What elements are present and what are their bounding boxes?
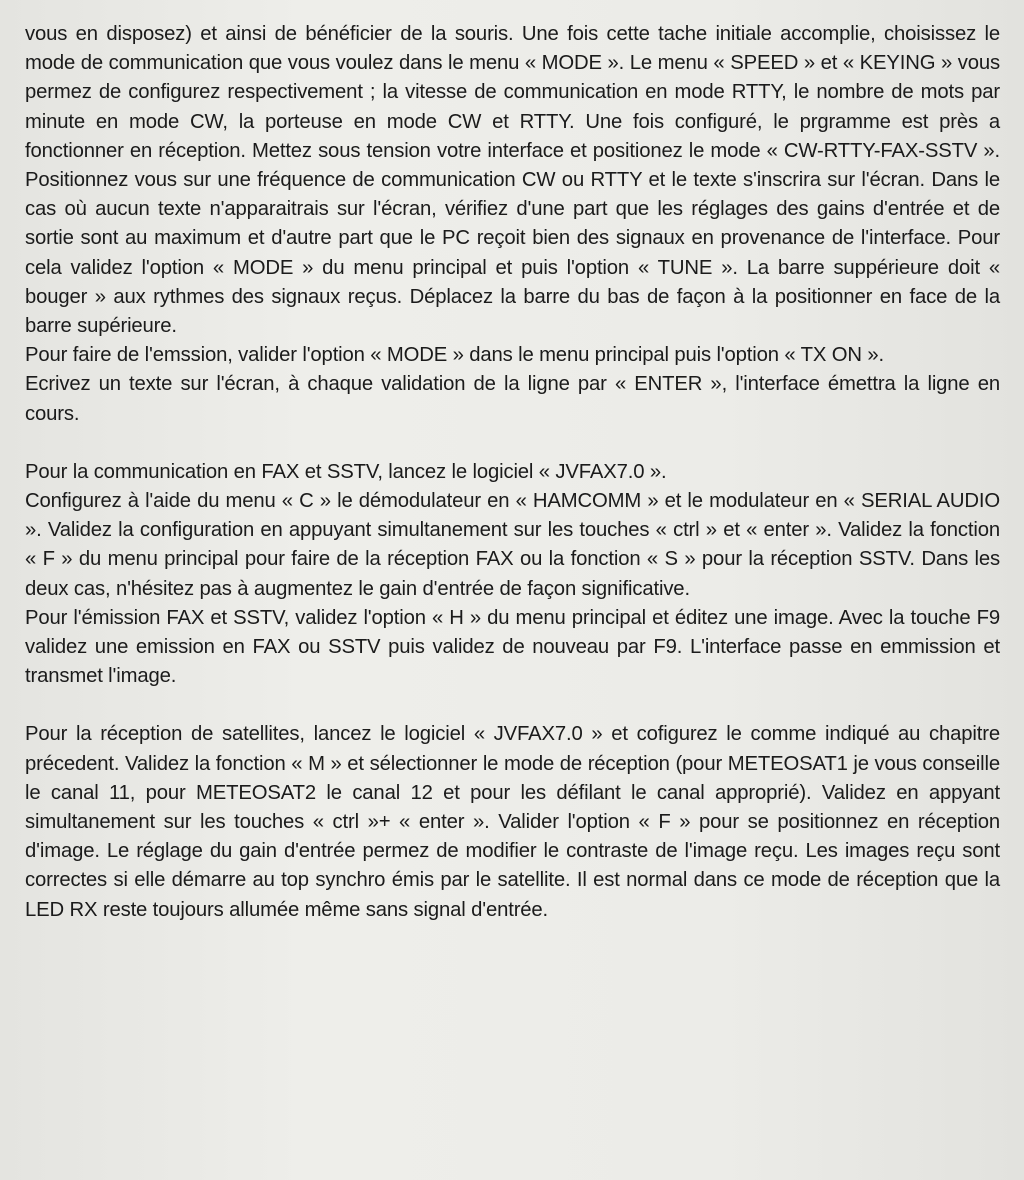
paragraph-ecrivez-texte: Ecrivez un texte sur l'écran, à chaque validation de la ligne par « ENTER », l'interface émettra la ligne en cours. [25, 373, 1000, 425]
paragraph-emission: Pour faire de l'emssion, valider l'option « MODE » dans le menu principal puis l'option « TX ON ». [25, 344, 884, 367]
paragraph-satellite-reception: Pour la réception de satellites, lancez le logiciel « JVFAX7.0 » et cofigurez le comme indiqué au chapitre précedent. Validez la fonction « M » et sélectionner le mode de réception (pour METEOSAT1 je vous conseille le canal 11, pour METEOSAT2 le canal 12 et pour les défilant le canal approprié). Validez en appyant simultanement sur les touches « ctrl »+ « enter ». Valider l'option « F » pour se positionnez en réception d'image. Le réglage du gain d'entrée permez de modifier le contraste de l'image reçu. Les images reçu sont correctes si elle démarre au top synchro émis par le satellite. Il est normal dans ce mode de réception que la LED RX reste toujours allumée même sans signal d'entrée. [25, 723, 1000, 921]
paragraph-fax-sstv-config: Configurez à l'aide du menu « C » le démodulateur en « HAMCOMM » et le modulateur en « SERIAL AUDIO ». Validez la configuration en appuyant simultanement sur les touches « ctrl » et « enter ». Validez la fonction « F » du menu principal pour faire de la réception FAX ou la fonction « S » pour la réception SSTV. Dans les deux cas, n'hésitez pas à augmentez le gain d'entrée de façon significative. [25, 490, 1000, 600]
paragraph-fax-sstv-emission: Pour l'émission FAX et SSTV, validez l'option « H » du menu principal et éditez une image. Avec la touche F9 validez une emission en FAX ou SSTV puis validez de nouveau par F9. L'interface passe en emmission et transmet l'image. [25, 606, 1000, 688]
paragraph-gap [25, 429, 1000, 458]
paragraph-cw-rtty-reception: vous en disposez) et ainsi de bénéficier de la souris. Une fois cette tache initiale accomplie, choisissez le mode de communication que vous voulez dans le menu « MODE ». Le menu « SPEED » et « KEYING » vous permez de configurez respectivement ; la vitesse de communication en mode RTTY, le nombre de mots par minute en mode CW, la porteuse en mode CW et RTTY. Une fois configuré, le prgramme est près a fonctionner en réception. Mettez sous tension votre interface et positionez le mode « CW-RTTY-FAX-SSTV ». Positionnez vous sur une fréquence de communication CW ou RTTY et le texte s'inscrira sur l'écran. Dans le cas où aucun texte n'apparaitrais sur l'écran, vérifiez d'une part que les réglages des gains d'entrée et de sortie sont au maximum et d'autre part que le PC reçoit bien des signaux en provenance de l'interface. Pour cela validez l'option « MODE » du menu principal et puis l'option « TUNE ». La barre suppérieure doit « bouger » aux rythmes des signaux reçus. Déplacez la barre du bas de façon à la positionner en face de la barre supérieure. [25, 23, 1000, 338]
paragraph-fax-sstv-intro: Pour la communication en FAX et SSTV, lancez le logiciel « JVFAX7.0 ». [25, 460, 667, 483]
paragraph-gap [25, 691, 1000, 720]
